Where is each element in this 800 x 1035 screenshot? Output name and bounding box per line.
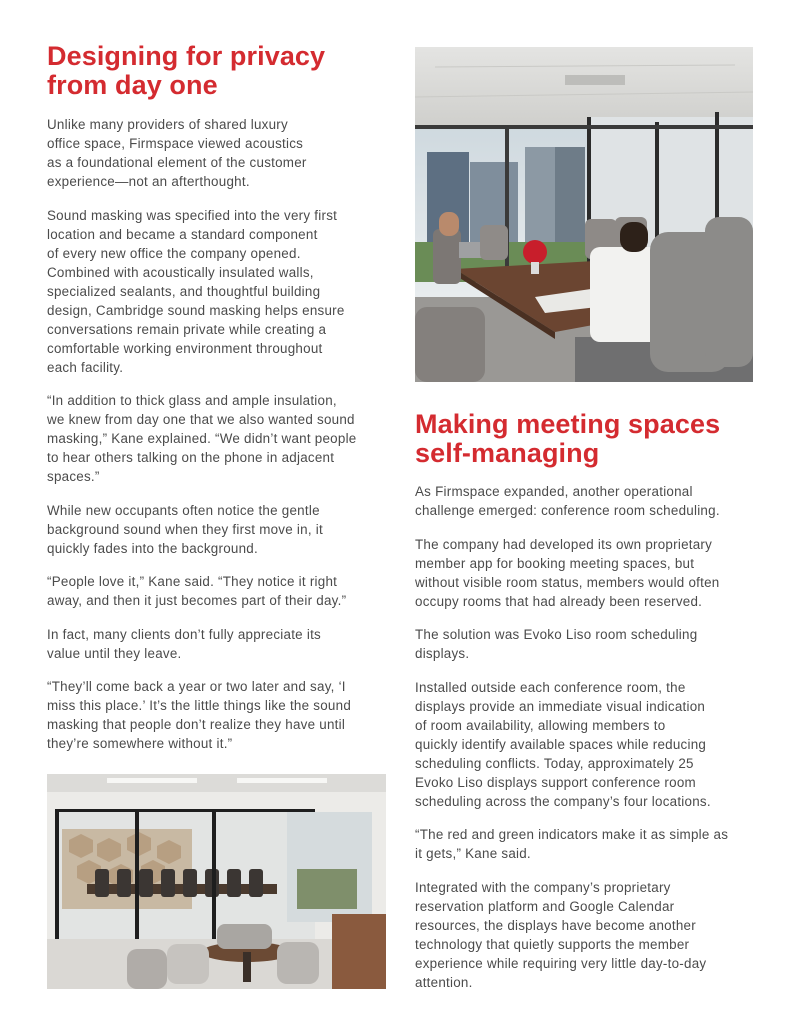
paragraph: Unlike many providers of shared luxury office space, Firmspace viewed acoustics as a foundational element of the customer experience—not an afterthought. [47, 117, 307, 189]
paragraph: “The red and green indicators make it as simple as it gets,” Kane said. [415, 827, 729, 861]
paragraph: The solution was Evoko Liso room scheduling displays. [415, 627, 698, 661]
conference-room-photo [415, 47, 753, 382]
paragraph: In fact, many clients don’t fully appreciate its value until they leave. [47, 626, 321, 661]
paragraph: While new occupants often notice the gentle background sound when they first move in, it quickly fades into the background. [47, 502, 323, 556]
paragraph: As Firmspace expanded, another operational challenge emerged: conference room scheduling. [415, 484, 720, 518]
paragraph: “People love it,” Kane said. “They notice it right away, and then it just becomes part of their day.” [47, 574, 347, 608]
heading-privacy: Designing for privacy from day one [47, 41, 326, 100]
paragraph: “In addition to thick glass and ample insulation, we knew from day one that we also wanted sound masking,” Kane explained. “We didn’t want people to hear others talking on the phone in adjacent spaces.” [47, 393, 357, 484]
paragraph: “They’ll come back a year or two later and say, ‘I miss this place.’ It’s the little things like the sound masking that people don’t realize they have until they’re somewhere without it.” [47, 679, 352, 751]
paragraph: Installed outside each conference room, the displays provide an immediate visual indication of room availability, allowing members to quickly identify available spaces while reducing scheduling conflicts. Today, approximately 25 Evoko Liso displays support conference room scheduling across the company’s four locations. [415, 679, 711, 809]
paragraph: The company had developed its own proprietary member app for booking meeting spaces, but without visible room status, members would often occupy rooms that had already been reserved. [415, 536, 720, 609]
left-column [47, 42, 392, 768]
paragraph: Sound masking was specified into the very first location and became a standard component of every new office the company opened. Combined with acoustically insulated walls, specialized sealants, and thoughtful building design, Cambridge sound masking helps ensure conversations remain private while creating a comfortable working environment throughout each facility. [47, 207, 345, 375]
paragraph: Integrated with the company’s proprietary reservation platform and Google Calendar resources, the displays have become another technology that quietly supports the member experience while requiring very little day-to-day attention. [415, 879, 707, 990]
right-column [415, 410, 760, 1006]
lounge-photo [47, 774, 386, 989]
heading-meeting-spaces: Making meeting spaces self-managing [415, 409, 721, 468]
